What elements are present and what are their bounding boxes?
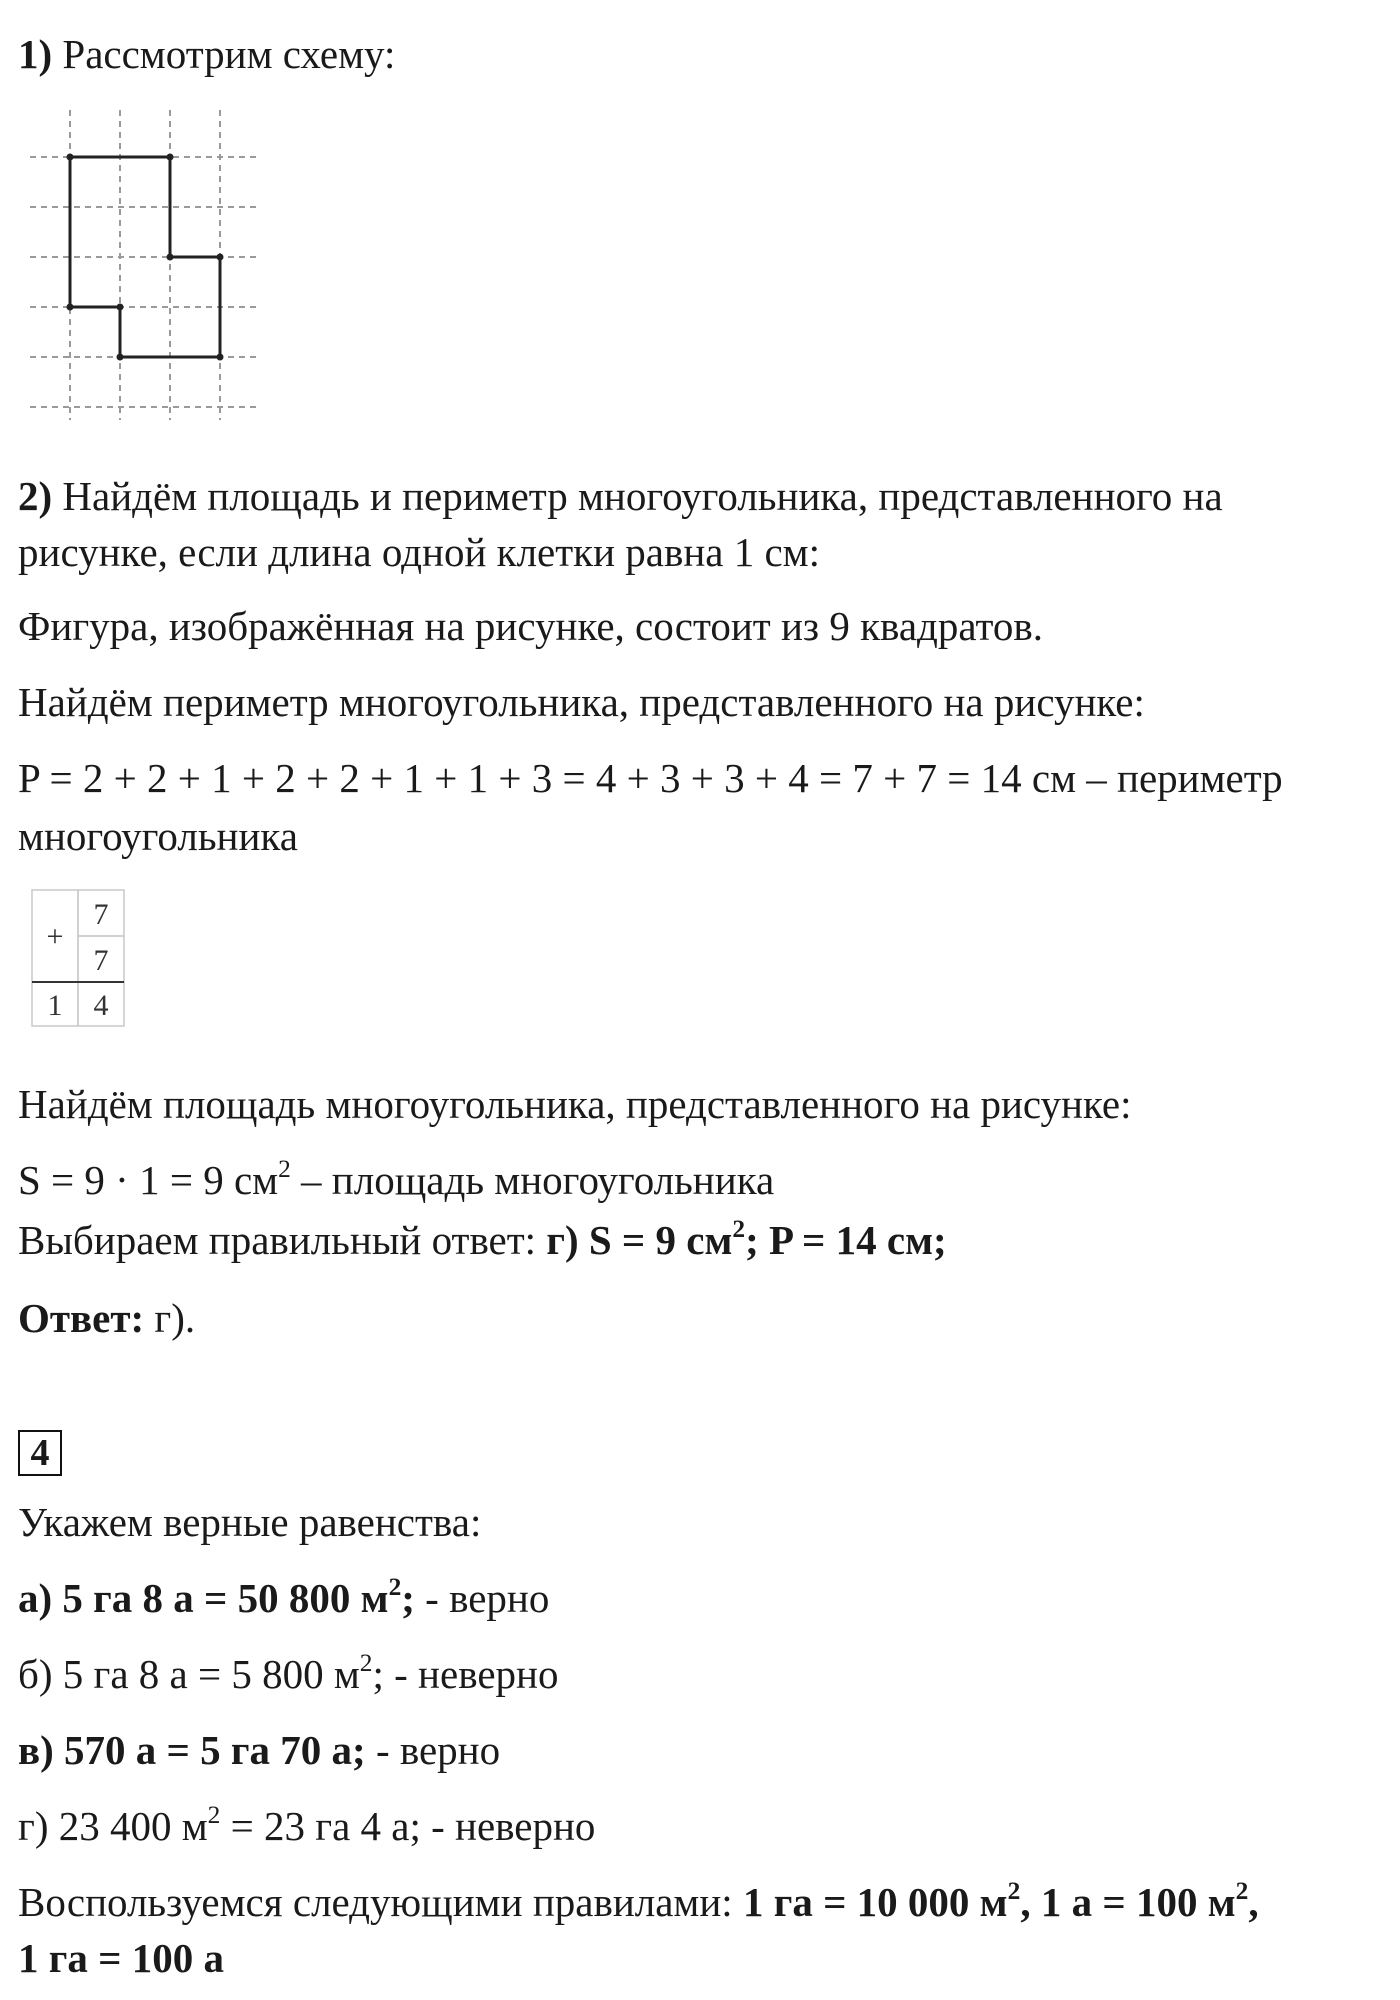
equality-b-sup: 2 [359, 1648, 373, 1677]
equality-a [18, 1572, 549, 1624]
answer-line [18, 1292, 195, 1344]
step2-number: 2) [18, 473, 53, 519]
equality-d-verdict: - неверно [420, 1803, 596, 1849]
equality-d-text: г) 23 400 м [18, 1803, 208, 1849]
step2-text1: Найдём площадь и периметр многоугольника, представленного на [62, 473, 1223, 519]
answer-value: г). [144, 1295, 196, 1341]
rule-sup-2: 2 [1235, 1876, 1249, 1905]
choice-answer-a: г) S = 9 см [546, 1217, 733, 1263]
area-formula [18, 1154, 774, 1206]
column-addition [32, 890, 142, 1030]
equality-b-tail: ; [372, 1651, 384, 1697]
perimeter-formula-line2: многоугольника [18, 813, 298, 859]
rules-pre: Воспользуемся следующими правилами: [18, 1879, 743, 1925]
area-formula-post: – площадь многоугольника [290, 1157, 775, 1203]
step2-line1 [18, 470, 1223, 522]
equality-c-text: в) 570 а = 5 га 70 а; [18, 1727, 366, 1773]
equality-b-verdict: - неверно [383, 1651, 559, 1697]
step1-text: Рассмотрим схему: [62, 31, 396, 77]
perimeter-intro: Найдём периметр многоугольника, представленного на рисунке: [18, 679, 1145, 725]
step1-line [18, 28, 395, 80]
equality-d-sup: 2 [207, 1800, 221, 1829]
choice-pre: Выбираем правильный ответ: [18, 1217, 547, 1263]
equality-b-text: б) 5 га 8 а = 5 800 м [18, 1651, 360, 1697]
area-formula-main: S = 9 · 1 = 9 см [18, 1157, 279, 1203]
rule-sup-1: 2 [1007, 1876, 1021, 1905]
equality-c [18, 1724, 500, 1776]
task-number-box: 4 [18, 1430, 62, 1476]
equality-a-text: а) 5 га 8 а = 50 800 м [18, 1575, 389, 1621]
step1-number: 1) [18, 31, 53, 77]
equality-a-verdict: - верно [414, 1575, 550, 1621]
rules-line1 [18, 1876, 1259, 1928]
figure-note: Фигура, изображённая на рисунке, состоит из 9 квадратов. [18, 603, 1043, 649]
choice-line [18, 1214, 947, 1266]
perimeter-formula-line1: P = 2 + 2 + 1 + 2 + 2 + 1 + 1 + 3 = 4 + 3 + 3 + 4 = 7 + 7 = 14 см – периметр [18, 755, 1283, 801]
equality-d-tail: = 23 га 4 а; [220, 1803, 421, 1849]
equality-c-verdict: - верно [365, 1727, 501, 1773]
rule-are-m2: , 1 а = 100 м [1020, 1879, 1236, 1925]
answer-label: Ответ: [18, 1295, 145, 1341]
polygon-grid-figure [30, 110, 280, 420]
rules-line2: 1 га = 100 а [18, 1935, 224, 1981]
step2-line2: рисунке, если длина одной клетки равна 1 см: [18, 529, 821, 575]
equality-a-tail: ; [401, 1575, 415, 1621]
plus-sign: + [46, 920, 64, 953]
addend-1: 7 [93, 898, 109, 931]
choice-sup: 2 [732, 1214, 746, 1243]
rule-hectare-m2: 1 га = 10 000 м [742, 1879, 1008, 1925]
equalities-intro: Укажем верные равенства: [18, 1499, 482, 1545]
area-formula-sup: 2 [278, 1154, 291, 1183]
rules-comma: , [1248, 1879, 1259, 1925]
area-intro: Найдём площадь многоугольника, представленного на рисунке: [18, 1081, 1132, 1127]
equality-a-sup: 2 [388, 1572, 402, 1601]
equality-d [18, 1800, 595, 1852]
choice-answer-b: ; P = 14 см; [745, 1217, 947, 1263]
sum-tens: 1 [47, 989, 63, 1022]
sum-ones: 4 [93, 989, 109, 1022]
addend-2: 7 [93, 944, 109, 977]
equality-b [18, 1648, 558, 1700]
